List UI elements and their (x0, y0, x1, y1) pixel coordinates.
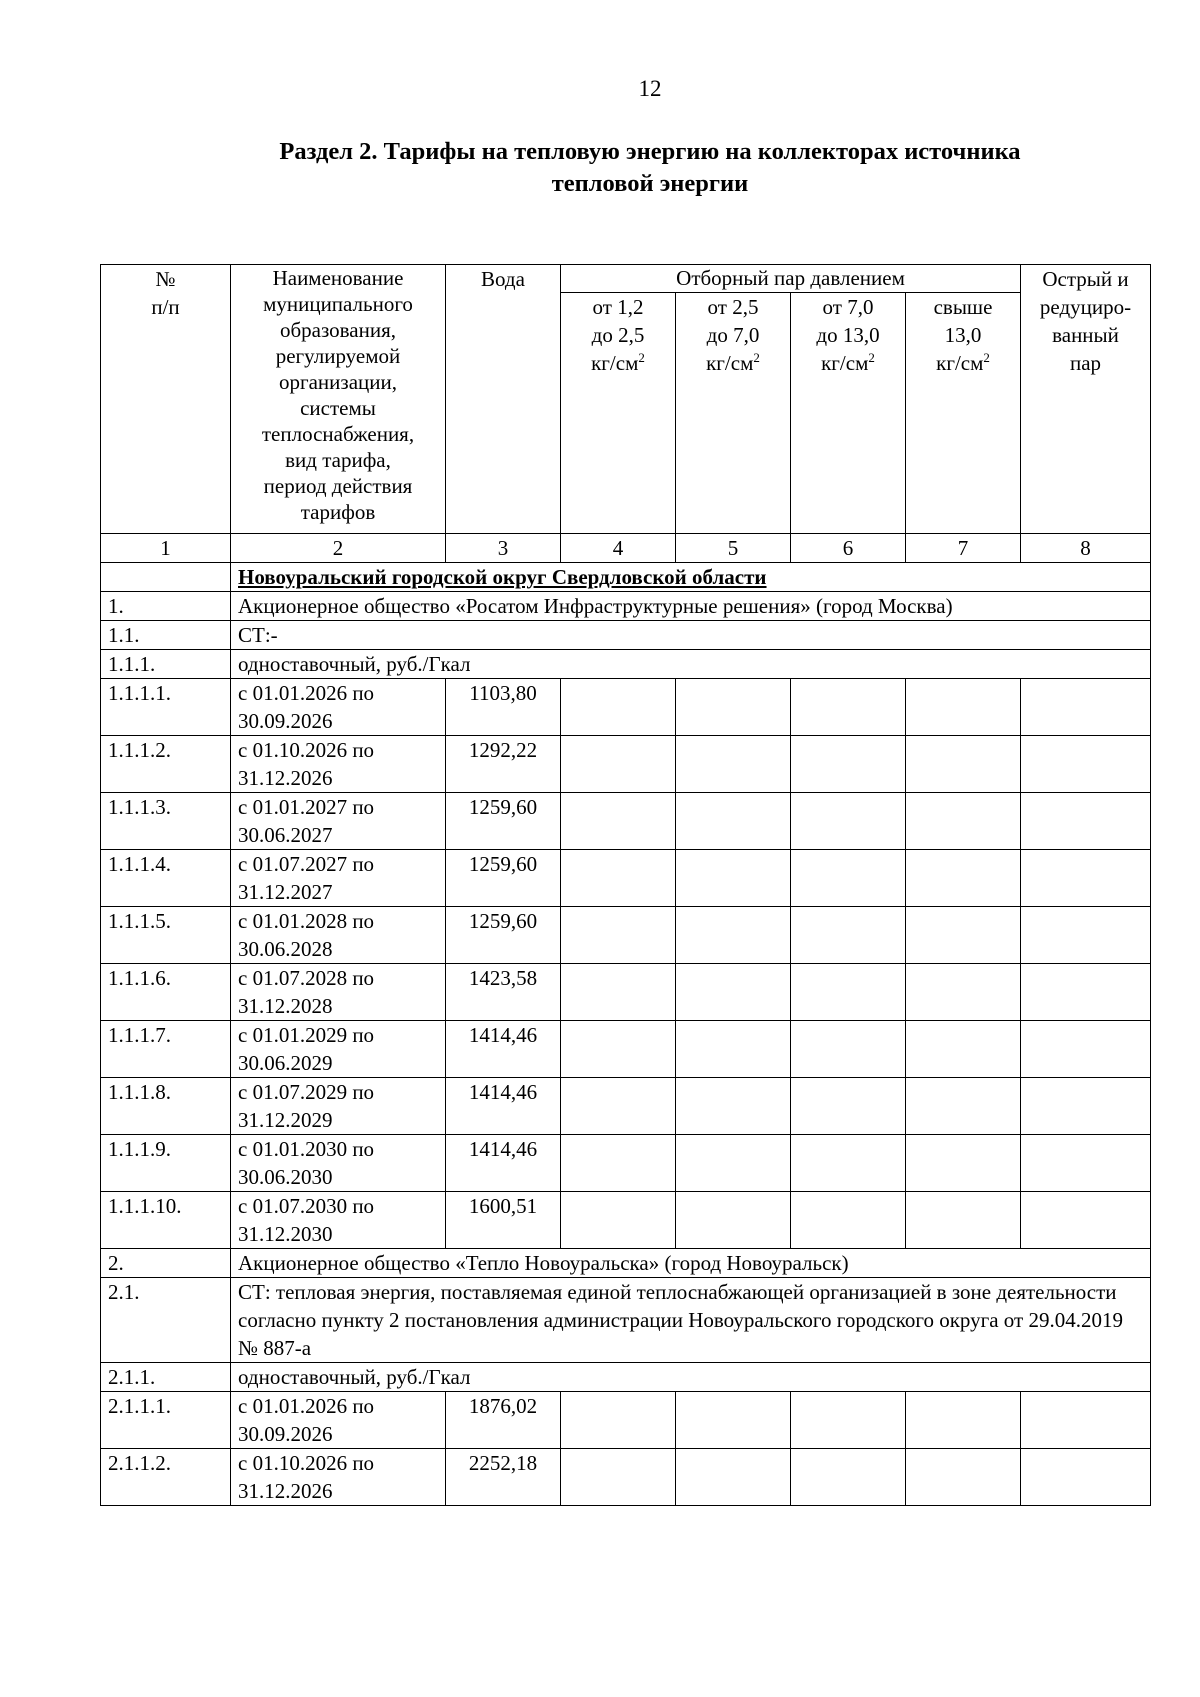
org1-system-num: 1.1. (101, 621, 231, 650)
empty-cell-col-4 (561, 850, 676, 907)
tariff-period-row (101, 1392, 1151, 1449)
header-col5-unit: $кг/см^2$ (706, 350, 760, 375)
org2-organization-num: 2. (101, 1249, 231, 1278)
region-title: Новоуральский городской округ Свердловской области (231, 563, 1151, 592)
org2-tariff-type-num: 2.1.1. (101, 1363, 231, 1392)
water-tariff-value: 1414,46 (446, 1078, 561, 1135)
empty-cell-col-6 (791, 1135, 906, 1192)
empty-cell-col-5 (676, 1021, 791, 1078)
period-num: 1.1.1.5. (101, 907, 231, 964)
header-col6-from: от 7,0 (822, 295, 874, 319)
org2-system-num: 2.1. (101, 1278, 231, 1363)
column-number-1: 1 (101, 534, 231, 563)
empty-cell-col-4 (561, 1135, 676, 1192)
period-dates-text: с 01.10.2026 по 31.12.2026 (238, 738, 375, 790)
tariff-period-row (101, 1135, 1151, 1192)
empty-cell-col-4 (561, 1078, 676, 1135)
org2-tariff-type-row (101, 1363, 1151, 1392)
water-tariff-value: 1414,46 (446, 1021, 561, 1078)
water-tariff-value: 1292,22 (446, 736, 561, 793)
tariff-period-row (101, 1449, 1151, 1506)
period-num: 1.1.1.3. (101, 793, 231, 850)
header-sharp-steam (1021, 265, 1151, 534)
org1-tariff-type-row (101, 650, 1151, 679)
section-title-line-1: Раздел 2. Тарифы на тепловую энергию на коллекторах источника (279, 138, 1021, 165)
empty-cell-col-4 (561, 907, 676, 964)
header-sharp-steam-text: Острый и редуциро- ванный пар (1039, 267, 1132, 375)
period-dates-text: с 01.01.2026 по 30.09.2026 (238, 681, 375, 733)
empty-cell-col-7 (906, 850, 1021, 907)
empty-cell-col-5 (676, 1135, 791, 1192)
empty-cell-col-6 (791, 1392, 906, 1449)
header-name (231, 265, 446, 534)
org2-organization-row (101, 1249, 1151, 1278)
period-num: 1.1.1.2. (101, 736, 231, 793)
tariff-period-row (101, 850, 1151, 907)
empty-cell-col-7 (906, 1021, 1021, 1078)
empty-cell-col-8 (1021, 679, 1151, 736)
empty-cell-col-5 (676, 850, 791, 907)
header-name-text: Наименование муниципального образования, регулируемой организации, системы теплоснабжения, вид тарифа, период действия тарифов (261, 266, 415, 524)
period-dates (231, 1078, 446, 1135)
empty-cell-col-7 (906, 1449, 1021, 1506)
org2-system-row (101, 1278, 1151, 1363)
section-title-line-2: тепловой энергии (551, 170, 749, 197)
org1-organization-text: Акционерное общество «Росатом Инфраструктурные решения» (город Москва) (231, 592, 1151, 621)
empty-cell-col-8 (1021, 964, 1151, 1021)
empty-cell-col-8 (1021, 736, 1151, 793)
water-tariff-value: 1259,60 (446, 907, 561, 964)
period-dates (231, 907, 446, 964)
empty-cell-col-6 (791, 850, 906, 907)
empty-cell-col-4 (561, 1192, 676, 1249)
column-number-8: 8 (1021, 534, 1151, 563)
empty-cell-col-5 (676, 1078, 791, 1135)
empty-cell-col-6 (791, 1078, 906, 1135)
period-num: 1.1.1.1. (101, 679, 231, 736)
header-col6-to: до 13,0 (816, 323, 880, 347)
column-number-5: 5 (676, 534, 791, 563)
empty-cell-col-8 (1021, 793, 1151, 850)
period-dates (231, 679, 446, 736)
header-col7 (906, 293, 1021, 534)
empty-cell-col-8 (1021, 1192, 1151, 1249)
empty-cell-col-8 (1021, 1078, 1151, 1135)
header-water: Вода (446, 265, 561, 534)
org1-section (101, 592, 1151, 1249)
header-num-text: № п/п (151, 267, 180, 319)
tariff-period-row (101, 907, 1151, 964)
tariff-period-row (101, 964, 1151, 1021)
empty-cell-col-4 (561, 1021, 676, 1078)
period-dates-text: с 01.01.2028 по 30.06.2028 (238, 909, 375, 961)
region-row (101, 563, 1151, 592)
empty-cell-col-5 (676, 1449, 791, 1506)
period-dates (231, 1135, 446, 1192)
org1-system-row (101, 621, 1151, 650)
empty-cell-col-8 (1021, 1135, 1151, 1192)
column-number-2: 2 (231, 534, 446, 563)
empty-cell-col-4 (561, 736, 676, 793)
header-col4 (561, 293, 676, 534)
water-tariff-value: 1103,80 (446, 679, 561, 736)
period-num: 2.1.1.1. (101, 1392, 231, 1449)
period-dates-text: с 01.01.2030 по 30.06.2030 (238, 1137, 375, 1189)
period-dates (231, 1192, 446, 1249)
period-num: 1.1.1.6. (101, 964, 231, 1021)
empty-cell-col-4 (561, 793, 676, 850)
empty-cell-col-7 (906, 964, 1021, 1021)
header-col4-from: от 1,2 (592, 295, 644, 319)
empty-cell-col-5 (676, 793, 791, 850)
org1-tariff-type-text: одноставочный, руб./Гкал (231, 650, 1151, 679)
period-num: 1.1.1.8. (101, 1078, 231, 1135)
empty-cell-col-7 (906, 679, 1021, 736)
empty-cell-col-5 (676, 964, 791, 1021)
period-num: 2.1.1.2. (101, 1449, 231, 1506)
tariff-period-row (101, 793, 1151, 850)
header-col7-to: 13,0 (944, 323, 982, 347)
header-col6 (791, 293, 906, 534)
org1-organization-num: 1. (101, 592, 231, 621)
empty-cell-col-7 (906, 793, 1021, 850)
header-col4-to: до 2,5 (591, 323, 645, 347)
header-col4-unit: $кг/см^2$ (591, 350, 645, 375)
empty-cell-col-5 (676, 679, 791, 736)
empty-cell-col-7 (906, 1135, 1021, 1192)
period-dates (231, 964, 446, 1021)
header-steam-group: Отборный пар давлением (561, 265, 1021, 293)
period-num: 1.1.1.9. (101, 1135, 231, 1192)
header-num (101, 265, 231, 534)
empty-cell-col-8 (1021, 1449, 1151, 1506)
empty-cell-col-6 (791, 793, 906, 850)
empty-cell-col-5 (676, 907, 791, 964)
empty-cell-col-5 (676, 1192, 791, 1249)
header-col5 (676, 293, 791, 534)
empty-cell-col-6 (791, 1192, 906, 1249)
empty-cell-col-8 (1021, 1392, 1151, 1449)
tariff-period-row (101, 1021, 1151, 1078)
empty-cell-col-8 (1021, 1021, 1151, 1078)
region-num-cell (101, 563, 231, 592)
org2-organization-text: Акционерное общество «Тепло Новоуральска» (город Новоуральск) (231, 1249, 1151, 1278)
empty-cell-col-6 (791, 679, 906, 736)
water-tariff-value: 1600,51 (446, 1192, 561, 1249)
column-number-6: 6 (791, 534, 906, 563)
period-dates-text: с 01.01.2026 по 30.09.2026 (238, 1394, 375, 1446)
period-dates (231, 1021, 446, 1078)
period-dates-text: с 01.10.2026 по 31.12.2026 (238, 1451, 375, 1503)
period-num: 1.1.1.10. (101, 1192, 231, 1249)
header-col6-unit: $кг/см^2$ (821, 350, 875, 375)
period-dates-text: с 01.07.2030 по 31.12.2030 (238, 1194, 375, 1246)
period-dates (231, 1392, 446, 1449)
org2-section (101, 1249, 1151, 1506)
empty-cell-col-5 (676, 736, 791, 793)
tariff-period-row (101, 736, 1151, 793)
water-tariff-value: 1259,60 (446, 850, 561, 907)
period-dates-text: с 01.01.2029 по 30.06.2029 (238, 1023, 375, 1075)
empty-cell-col-7 (906, 1392, 1021, 1449)
period-num: 1.1.1.4. (101, 850, 231, 907)
page-number: 12 (638, 76, 662, 101)
empty-cell-col-4 (561, 1392, 676, 1449)
org2-tariff-type-text: одноставочный, руб./Гкал (231, 1363, 1151, 1392)
org1-system-text: СТ:- (231, 621, 1151, 650)
period-dates (231, 1449, 446, 1506)
empty-cell-col-6 (791, 736, 906, 793)
water-tariff-value: 1423,58 (446, 964, 561, 1021)
tariff-period-row (101, 679, 1151, 736)
header-col5-to: до 7,0 (706, 323, 760, 347)
period-dates-text: с 01.01.2027 по 30.06.2027 (238, 795, 375, 847)
period-dates (231, 850, 446, 907)
org2-system-text: СТ: тепловая энергия, поставляемая единой теплоснабжающей организацией в зоне деятельности согласно пункту 2 постановления администрации Новоуральского городского округа от 29.04.2019 № 887-а (231, 1278, 1151, 1363)
header-col7-unit: $кг/см^2$ (936, 350, 990, 375)
period-dates-text: с 01.07.2029 по 31.12.2029 (238, 1080, 375, 1132)
org1-tariff-type-num: 1.1.1. (101, 650, 231, 679)
column-number-7: 7 (906, 534, 1021, 563)
empty-cell-col-6 (791, 907, 906, 964)
empty-cell-col-7 (906, 1192, 1021, 1249)
tariff-table (100, 264, 1151, 1506)
period-dates (231, 793, 446, 850)
empty-cell-col-6 (791, 1021, 906, 1078)
empty-cell-col-8 (1021, 907, 1151, 964)
empty-cell-col-6 (791, 964, 906, 1021)
empty-cell-col-8 (1021, 850, 1151, 907)
water-tariff-value: 2252,18 (446, 1449, 561, 1506)
empty-cell-col-7 (906, 1078, 1021, 1135)
water-tariff-value: 1259,60 (446, 793, 561, 850)
column-number-row (101, 534, 1151, 563)
empty-cell-col-7 (906, 907, 1021, 964)
column-number-3: 3 (446, 534, 561, 563)
water-tariff-value: 1876,02 (446, 1392, 561, 1449)
section-title (180, 136, 1120, 200)
period-num: 1.1.1.7. (101, 1021, 231, 1078)
period-dates (231, 736, 446, 793)
org1-organization-row (101, 592, 1151, 621)
header-row-group (101, 265, 1151, 293)
empty-cell-col-4 (561, 679, 676, 736)
empty-cell-col-5 (676, 1392, 791, 1449)
water-tariff-value: 1414,46 (446, 1135, 561, 1192)
column-number-4: 4 (561, 534, 676, 563)
empty-cell-col-6 (791, 1449, 906, 1506)
tariff-period-row (101, 1078, 1151, 1135)
header-col7-from: свыше (933, 295, 993, 319)
tariff-period-row (101, 1192, 1151, 1249)
period-dates-text: с 01.07.2027 по 31.12.2027 (238, 852, 375, 904)
empty-cell-col-4 (561, 964, 676, 1021)
header-col5-from: от 2,5 (707, 295, 759, 319)
empty-cell-col-4 (561, 1449, 676, 1506)
period-dates-text: с 01.07.2028 по 31.12.2028 (238, 966, 375, 1018)
empty-cell-col-7 (906, 736, 1021, 793)
